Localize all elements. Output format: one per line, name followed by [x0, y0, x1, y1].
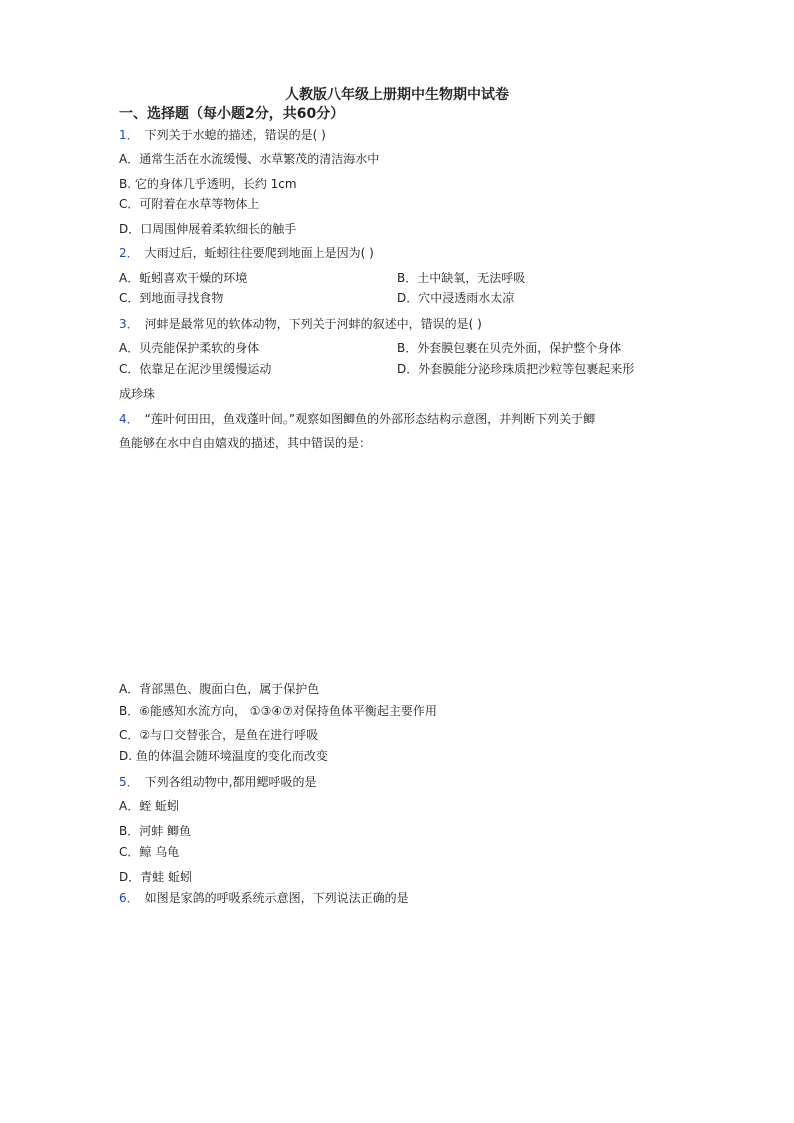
question-text: 下列关于水螅的描述，错误的是( ): [144, 128, 326, 142]
question-text: 大雨过后，蚯蚓往往要爬到地面上是因为( ): [144, 246, 374, 260]
page-title: 人教版八年级上册期中生物期中试卷: [285, 87, 509, 103]
q2-options-row-2: [119, 290, 754, 306]
question-text: 如图是家鸽的呼吸系统示意图，下列说法正确的是: [144, 891, 409, 905]
q5-option-b: B．河蚌 鲫鱼: [119, 824, 192, 838]
q3-option-c: C．依靠足在泥沙里缓慢运动: [119, 362, 272, 376]
q2-option-c: C．到地面寻找食物: [119, 291, 224, 305]
question-1-stem: [119, 127, 754, 143]
q1-option-c: C．可附着在水草等物体上: [119, 197, 260, 211]
question-4-stem-continued: 鱼能够在水中自由嬉戏的描述，其中错误的是：: [119, 436, 372, 450]
pigeon-diagram-placeholder: [119, 912, 679, 1102]
q1-option-b: B. 它的身体几乎透明，长约 1cm: [119, 177, 297, 191]
q2-option-b: B．土中缺氧，无法呼吸: [397, 271, 526, 285]
question-5-stem: [119, 774, 754, 790]
q3-option-b: B．外套膜包裹在贝壳外面，保护整个身体: [397, 341, 622, 355]
fish-diagram-placeholder: [119, 455, 679, 675]
q1-option-d: D．口周围伸展着柔软细长的触手: [119, 222, 297, 236]
question-6-stem: [119, 890, 754, 906]
q5-option-c: C．鲸 乌龟: [119, 845, 180, 859]
q4-option-b: B．⑥能感知水流方向， ①③④⑦对保持鱼体平衡起主要作用: [119, 704, 437, 718]
q3-options-row-1: [119, 340, 754, 356]
q1-option-a: A．通常生活在水流缓慢、水草繁茂的清洁海水中: [119, 152, 380, 166]
question-text: “莲叶何田田，鱼戏蓬叶间。”观察如图鲫鱼的外部形态结构示意图，并判断下列关于鲫: [144, 412, 596, 426]
q3-option-d: D．外套膜能分泌珍珠质把沙粒等包裹起来形: [397, 362, 635, 376]
question-number: 5．: [119, 775, 139, 789]
question-number: 1．: [119, 128, 139, 142]
q3-option-a: A．贝壳能保护柔软的身体: [119, 341, 260, 355]
q4-option-d: D. 鱼的体温会随环境温度的变化而改变: [119, 749, 328, 763]
q2-options-row-1: [119, 270, 754, 286]
question-number: 4．: [119, 412, 139, 426]
question-2-stem: [119, 245, 754, 261]
q5-option-a: A．蛭 蚯蚓: [119, 799, 180, 813]
question-number: 2．: [119, 246, 139, 260]
q4-option-c: C．②与口交替张合，是鱼在进行呼吸: [119, 728, 319, 742]
question-3-stem: [119, 316, 754, 332]
question-text: 河蚌是最常见的软体动物，下列关于河蚌的叙述中，错误的是( ): [144, 317, 482, 331]
q4-option-a: A．背部黑色、腹面白色，属于保护色: [119, 682, 320, 696]
question-4-stem: [119, 411, 754, 427]
question-number: 6．: [119, 891, 139, 905]
section-heading: 一、选择题（每小题2分，共60分）: [119, 106, 345, 122]
question-text: 下列各组动物中,都用鳃呼吸的是: [144, 775, 317, 789]
q3-option-d-continued: 成珍珠: [119, 387, 156, 401]
q3-options-row-2: [119, 361, 754, 377]
q2-option-d: D．穴中浸透雨水太凉: [397, 291, 515, 305]
q5-option-d: D．青蛙 蚯蚓: [119, 870, 193, 884]
question-number: 3．: [119, 317, 139, 331]
q2-option-a: A．蚯蚓喜欢干燥的环境: [119, 271, 248, 285]
